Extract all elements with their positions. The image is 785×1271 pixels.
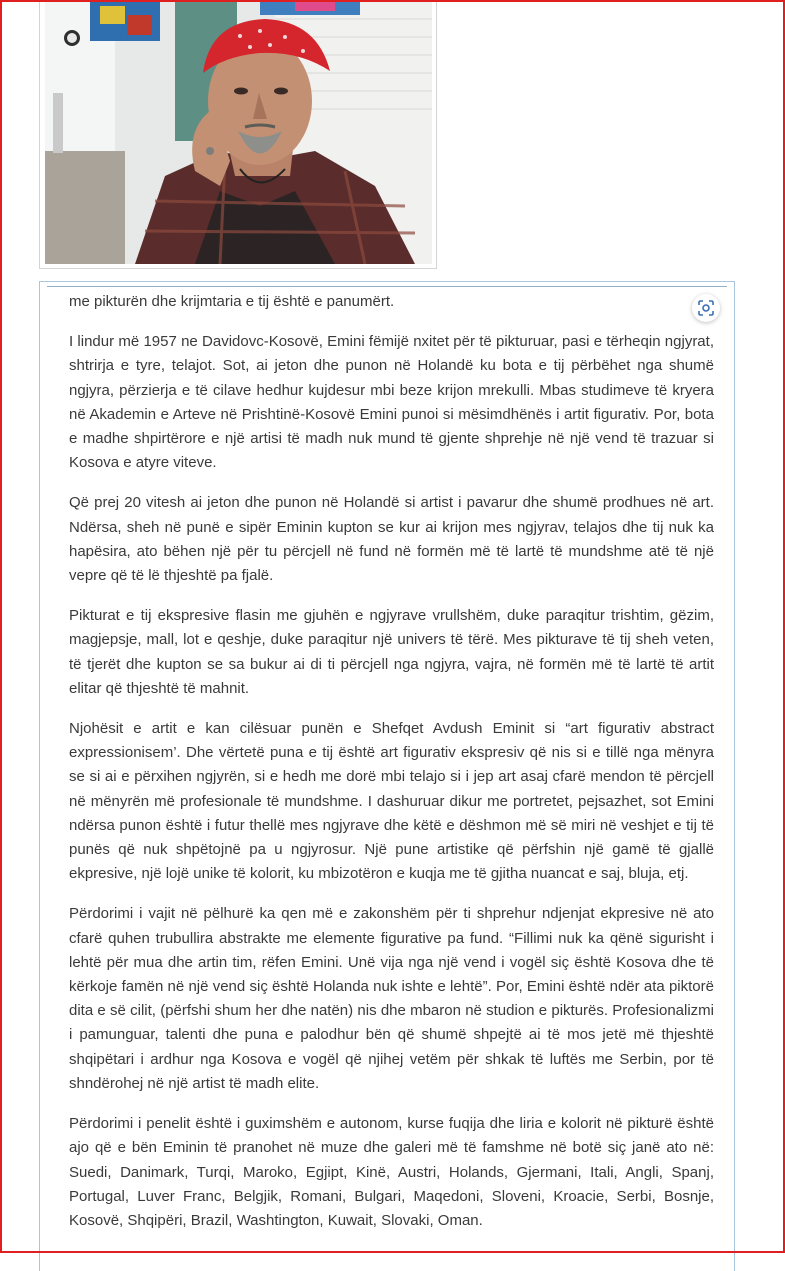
article-text [69, 290, 714, 1249]
paragraph-2: Që prej 20 vitesh ai jeton dhe punon në Holandë si artist i pavarur dhe shumë prodhues në art. Ndërsa, sheh në punë e sipër Eminin kupton se kur ai krijon mes ngjyrav, telajos dhe tij nuk ka hapësira, ato bëhen një për tu përcjell në fund në formën më të lartë të mundshme atë të një vepre që të lë thjeshtë pa fjalë. [69, 494, 714, 585]
top-divider [47, 286, 727, 287]
paragraph-5: Përdorimi i vajit në pëlhurë ka qen më e zakonshëm për ti shprehur ndjenjat ekpresive në ato cfarë quhen trubullira abstrakte me elemente figurative pa fund. “Fillimi nuk ka qënë sigurisht i lehtë për mua dhe artin tim, rëfen Emini. Unë vija nga një vend i vogël siç është Kosova dhe të kërkoje famën në një vend siç është Holanda nuk ishte e lehtë”. Por, Emini është ndër ata piktorë dita e së cilit, (përfshi shum her dhe natën) nis dhe mbaron në studion e pikturës. Profesionalizmi i pamunguar, talenti dhe puna e palodhur bën që shumë shpejtë ai të mos jetë më thjeshtë shqipëtari i ardhur nga Kosova e vogël që njihej vetëm për shkak të luftës me Serbin, por të shndërohej në një artist të madh elite. [69, 905, 714, 1092]
portrait-photo[interactable] [45, 1, 432, 264]
paragraph-3: Pikturat e tij ekspresive flasin me gjuhën e ngjyrave vrullshëm, duke paraqitur trishtim, gëzim, magjepsje, mall, lot e qeshje, duke paraqitur një univers të tërë. Mes pikturave të tij sheh veten, të tjerët dhe kupton se sa bukur ai di ti përcjell nga ngjyra, vajra, në formën më të lartë të artit elitar që thjeshtë të mahnit. [69, 607, 714, 697]
lead-sentence: me pikturën dhe krijmtaria e tij është e panumërt. [69, 293, 395, 310]
paragraph-4: Njohësit e artit e kan cilësuar punën e Shefqet Avdush Eminit si “art figurativ abstract expressionisem’. Dhe vërtetë puna e tij është art figurativ ekspresiv që nis si e tillë nga mënyra se si ai e përxihen ngjyrën, si e hedh me dorë mbi telajo si i jep art asaj cfarë mendon të përcjell në mënyrën më profesionale të mundshme. I dashuruar dikur me portretet, pejsazhet, sot Emini ndërsa punon është i futur thellë mes ngjyrave dhe këtë e dëshmon më së miri në veshjet e tij të punës që nuk shpëtojnë pa u ngjyrosur. Një pune artistike që përfshin një gamë të gjallë ekpresive, një lojë unike të kolorit, ku mbizotëron e kuqja me të gjitha nuancat e saj, bluja, etj. [69, 720, 714, 883]
paragraph-1: I lindur më 1957 ne Davidovc-Kosovë, Emini fëmijë nxitet për të pikturuar, pasi e tërheqin ngjyrat, shtrirja e tyre, telajot. Sot, ai jeton dhe punon në Holandë ku bota e tij përbëhet nga shumë ngjyra, përzierja e të cilave hedhur kujdesur mbi beze krijon mrekulli. Mbas studimeve të kryera në Akademin e Arteve në Prishtinë-Kosovë Emini punoi si mësimdhënës i artit figurativ. Por, bota e madhe shpirtërore e një artisi të madh nuk mund të gjente shprehje në një vend të trazuar si Kosova e atyre viteve. [69, 333, 714, 472]
paragraph-6: Përdorimi i penelit është i guximshëm e autonom, kurse fuqija dhe liria e kolorit në pikturë është ajo që e bën Eminin të pranohet në muze dhe galeri më të famshme në botë siç janë ato në: Suedi, Danimark, Turqi, Maroko, Egjipt, Kinë, Austri, Holands, Gjermani, Itali, Angli, Spanj, Portugal, Luver Franc, Belgjik, Romani, Bulgari, Maqedoni, Sloveni, Kroacie, Serbi, Bosnje, Kosovë, Shqipëri, Brazil, Washtington, Kuwait, Slovaki, Oman. [69, 1115, 714, 1229]
photo-card [39, 0, 437, 269]
portrait-illustration [45, 1, 432, 264]
article-body [39, 281, 735, 1271]
